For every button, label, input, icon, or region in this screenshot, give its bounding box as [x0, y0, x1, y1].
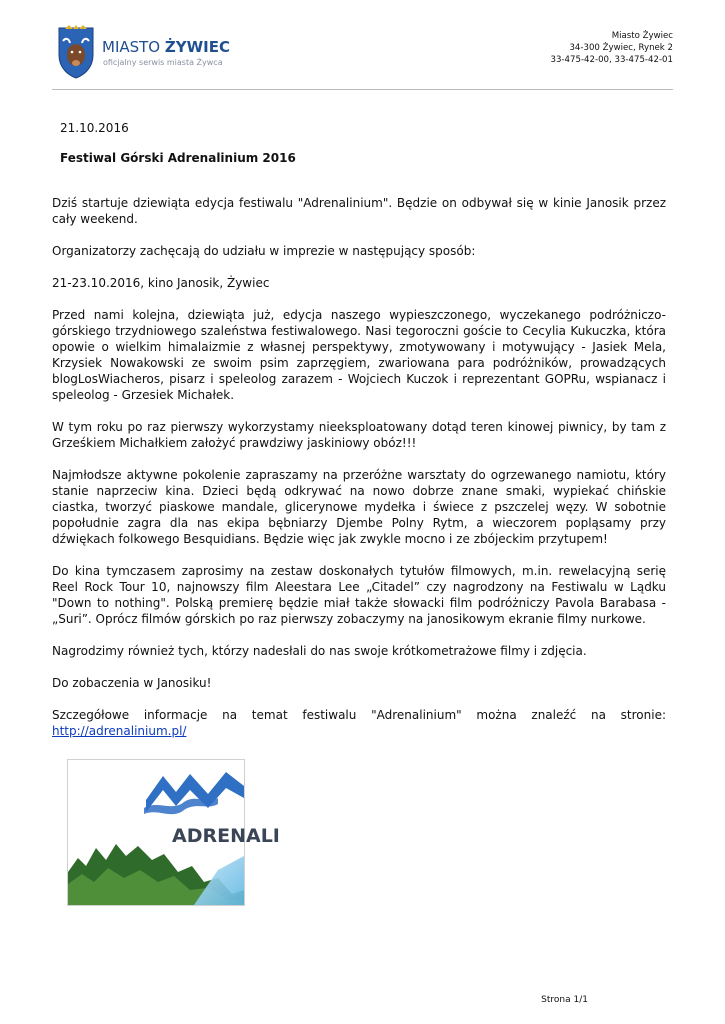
contact-block: [551, 30, 674, 66]
page-number: Strona 1/1: [541, 995, 588, 1005]
brand-tagline: oficjalny serwis miasta Żywca: [103, 58, 223, 67]
paragraph: W tym roku po raz pierwszy wykorzystamy nieeksploatowany dotąd teren kinowej piwnicy, by tam z Grześkiem Michałkiem założyć prawdziwy jaskiniowy obóz!!!: [52, 420, 666, 450]
article-date: 21.10.2016: [60, 121, 129, 135]
header-logo[interactable]: [57, 25, 247, 81]
paragraph: Przed nami kolejna, dziewiąta już, edycja naszego wypieszczonego, wyczekanego podróżniczo-górskiego trzydniowego szaleństwa festiwalowego. Nasi tegoroczni goście to Cecylia Kukuczka, która opowie o wielkim himalaizmie z własnej perspektywy, zmotywowany i motywujący - Jasiek Mela, Krzysiek Nowakowski ze swoim psim zaprzęgiem, zwariowana para podróżników, prowadzących blogLosWiacheros, pisarz i speleolog zarazem - Wojciech Kuczok i reprezentant GOPRu, wspianacz i speleolog - Grzesiek Michałek.: [52, 308, 666, 402]
coat-of-arms-icon: [57, 25, 95, 79]
paragraph: Do zobaczenia w Janosiku!: [52, 676, 212, 690]
brand-name: MIASTO ŻYWIEC: [102, 38, 231, 56]
contact-phones: 33-475-42-00, 33-475-42-01: [550, 55, 673, 65]
contact-address: 34-300 Żywiec, Rynek 2: [569, 43, 673, 53]
info-text: Szczegółowe informacje na temat festiwalu "Adrenalinium" można znaleźć na stronie:: [52, 708, 666, 722]
contact-name: Miasto Żywiec: [611, 31, 673, 41]
paragraph: Organizatorzy zachęcają do udziału w imprezie w następujący sposób:: [52, 244, 476, 258]
paragraph: Do kina tymczasem zaprosimy na zestaw doskonałych tytułów filmowych, m.in. rewelacyjną serię Reel Rock Tour 10, najnowszy film Aleestara Lee „Citadel” czy nagrodzony na Festiwalu w Lądku "Down to nothing". Polską premierę będzie miał także słowacki film podróżniczy Pavola Barabasa - „Suri”. Oprócz filmów górskich po raz pierwszy zobaczymy na janosikowym ekranie filmy nurkowe.: [52, 564, 666, 626]
festival-banner-image: [67, 759, 280, 906]
article-body: [52, 195, 666, 755]
festival-link[interactable]: http://adrenalinium.pl/: [52, 724, 187, 738]
banner-graphic: [68, 760, 280, 905]
paragraph: Dziś startuje dziewiąta edycja festiwalu "Adrenalinium". Będzie on odbywał się w kinie Janosik przez cały weekend.: [52, 196, 666, 226]
header-divider: [52, 89, 673, 90]
banner-text: ADRENALI: [172, 825, 280, 847]
paragraph: Nagrodzimy również tych, którzy nadesłali do nas swoje krótkometrażowe filmy i zdjęcia.: [52, 644, 587, 658]
article-title: Festiwal Górski Adrenalinium 2016: [60, 151, 296, 165]
paragraph: Najmłodsze aktywne pokolenie zapraszamy na przeróżne warsztaty do ogrzewanego namiotu, który stanie naprzeciw kina. Dzieci będą odkrywać na nowo dobrze znane smaki, wypiekać chińskie ciastka, tworzyć piaskowe mandale, glicerynowe mydełka i świece z pszczelej węzy. W sobotnie popołudnie zagra dla nas ekipa bębniarzy Djembe Polny Rytm, a wieczorem popląsamy przy dźwiękach folkowego Besquidians. Będzie więc jak zwykle mocno i ze zbójeckim przytupem!: [52, 468, 666, 546]
paragraph: 21-23.10.2016, kino Janosik, Żywiec: [52, 276, 270, 290]
info-paragraph: [52, 707, 666, 739]
